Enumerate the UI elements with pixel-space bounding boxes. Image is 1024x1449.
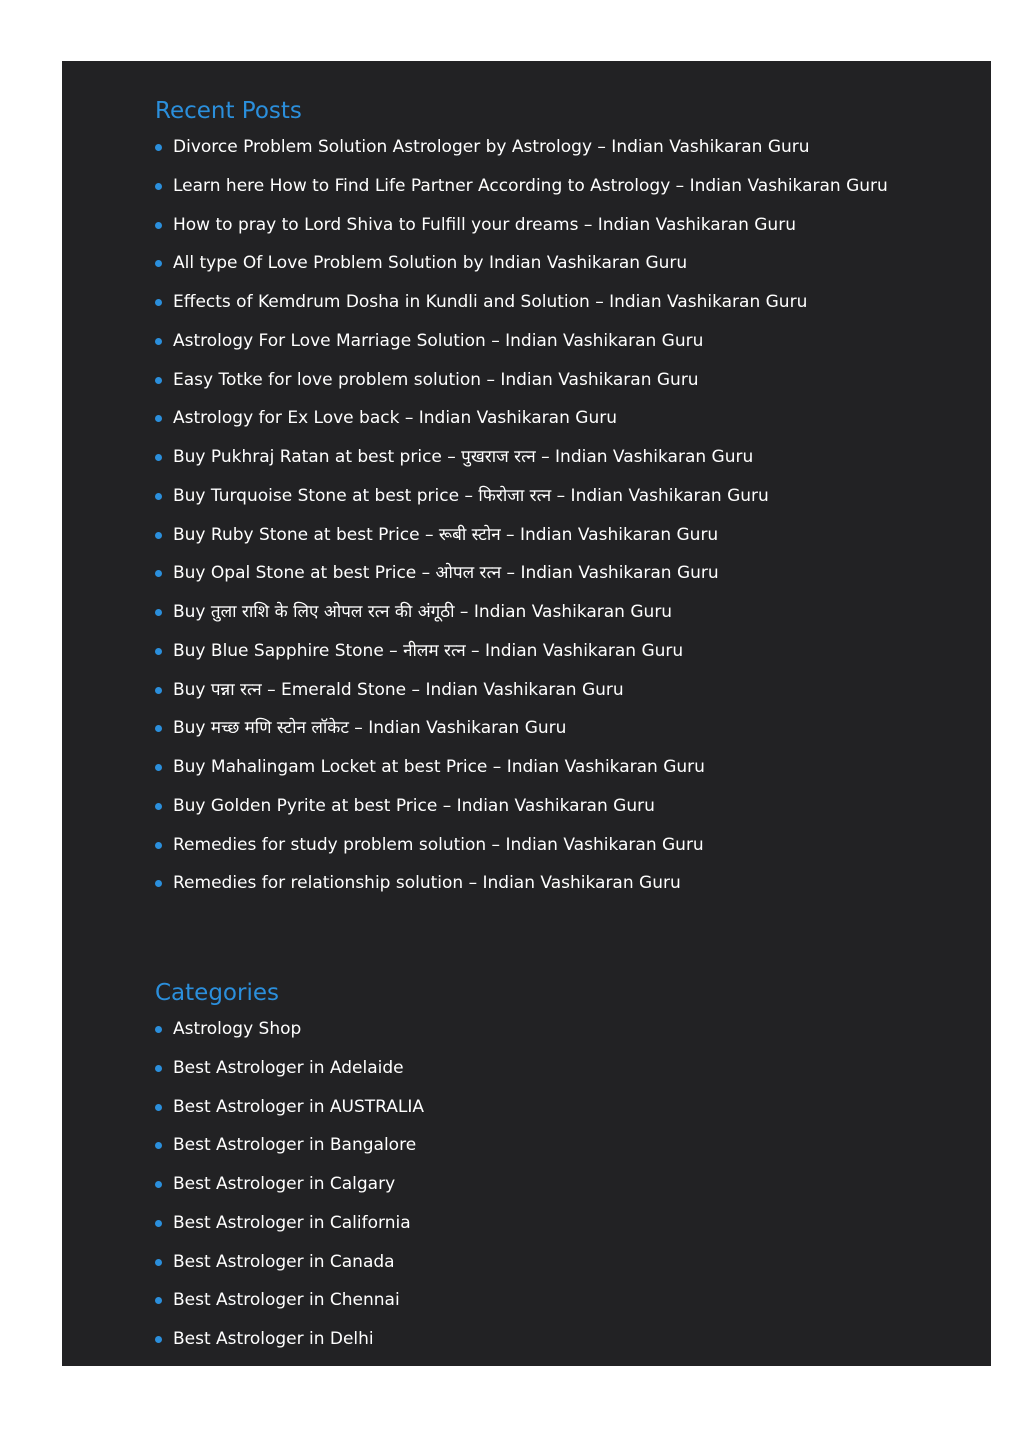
recent-posts-list: [155, 128, 991, 903]
recent-post-item-link[interactable]: All type Of Love Problem Solution by Indian Vashikaran Guru: [173, 253, 688, 274]
category-item-link[interactable]: Best Astrologer in Chennai: [173, 1290, 400, 1311]
bullet-icon: [155, 1065, 162, 1072]
categories-title: Categories: [155, 980, 279, 1006]
recent-post-item: [155, 516, 991, 555]
bullet-icon: [155, 415, 162, 422]
category-item-link[interactable]: Best Astrologer in Delhi: [173, 1329, 374, 1349]
recent-posts-widget: [155, 95, 991, 915]
recent-post-item-link[interactable]: Effects of Kemdrum Dosha in Kundli and Solution – Indian Vashikaran Guru: [173, 292, 808, 312]
bullet-icon: [155, 880, 162, 887]
bullet-icon: [155, 609, 162, 616]
recent-post-item-link[interactable]: Buy Turquoise Stone at best price – फिरोजा रत्न – Indian Vashikaran Guru: [173, 485, 769, 506]
bullet-icon: [155, 1104, 162, 1111]
category-item: [155, 1281, 991, 1320]
bullet-icon: [155, 687, 162, 694]
recent-post-item: [155, 438, 991, 477]
bullet-icon: [155, 338, 162, 345]
bullet-icon: [155, 1026, 162, 1033]
bullet-icon: [155, 222, 162, 229]
bullet-icon: [155, 1181, 162, 1188]
bullet-icon: [155, 183, 162, 190]
bullet-icon: [155, 493, 162, 500]
bullet-icon: [155, 377, 162, 384]
category-item-link[interactable]: Best Astrologer in Adelaide: [173, 1057, 404, 1078]
recent-post-item-link[interactable]: Buy Pukhraj Ratan at best price – पुखराज रत्न – Indian Vashikaran Guru: [173, 447, 754, 467]
recent-post-item-link[interactable]: Divorce Problem Solution Astrologer by Astrology – Indian Vashikaran Guru: [173, 137, 810, 157]
recent-post-item: [155, 554, 991, 593]
category-item: [155, 1126, 991, 1165]
recent-post-item: [155, 477, 991, 516]
recent-post-item-link[interactable]: Buy मच्छ मणि स्टोन लॉकेट – Indian Vashikaran Guru: [173, 718, 567, 739]
category-item-link[interactable]: Best Astrologer in Calgary: [173, 1174, 396, 1194]
recent-post-item-link[interactable]: Remedies for relationship solution – Indian Vashikaran Guru: [173, 873, 681, 894]
recent-post-item: [155, 167, 991, 206]
bullet-icon: [155, 532, 162, 539]
bullet-icon: [155, 725, 162, 732]
recent-post-item: [155, 206, 991, 245]
recent-post-item-link[interactable]: Buy Ruby Stone at best Price – रूबी स्टोन – Indian Vashikaran Guru: [173, 524, 719, 545]
recent-post-item: [155, 244, 991, 283]
categories-widget: [155, 977, 991, 1359]
recent-post-item: [155, 361, 991, 400]
category-item-link[interactable]: Astrology Shop: [173, 1019, 302, 1039]
recent-post-item: [155, 632, 991, 671]
bullet-icon: [155, 1259, 162, 1266]
recent-post-item-link[interactable]: Astrology For Love Marriage Solution – Indian Vashikaran Guru: [173, 330, 704, 351]
bullet-icon: [155, 1297, 162, 1304]
category-item-link[interactable]: Best Astrologer in Bangalore: [173, 1135, 417, 1156]
bullet-icon: [155, 1142, 162, 1149]
recent-post-item-link[interactable]: Buy पन्ना रत्न – Emerald Stone – Indian Vashikaran Guru: [173, 679, 624, 700]
recent-post-item-link[interactable]: Buy Opal Stone at best Price – ओपल रत्न – Indian Vashikaran Guru: [173, 563, 719, 584]
recent-post-item-link[interactable]: Buy Mahalingam Locket at best Price – Indian Vashikaran Guru: [173, 757, 705, 777]
category-item: [155, 1204, 991, 1243]
recent-post-item: [155, 593, 991, 632]
category-item: [155, 1165, 991, 1204]
category-item-link[interactable]: Best Astrologer in California: [173, 1212, 411, 1233]
sidebar-panel: [62, 61, 991, 1366]
recent-post-item: [155, 864, 991, 903]
recent-posts-title: Recent Posts: [155, 98, 302, 124]
bullet-icon: [155, 570, 162, 577]
recent-post-item: [155, 128, 991, 167]
recent-post-item: [155, 826, 991, 865]
recent-post-item: [155, 787, 991, 826]
recent-post-item-link[interactable]: Astrology for Ex Love back – Indian Vashikaran Guru: [173, 408, 617, 429]
bullet-icon: [155, 299, 162, 306]
bullet-icon: [155, 1220, 162, 1227]
bullet-icon: [155, 842, 162, 849]
bullet-icon: [155, 764, 162, 771]
category-item: [155, 1243, 991, 1282]
recent-post-item-link[interactable]: Learn here How to Find Life Partner According to Astrology – Indian Vashikaran Guru: [173, 175, 888, 196]
bullet-icon: [155, 1336, 162, 1343]
category-item-link[interactable]: Best Astrologer in AUSTRALIA: [173, 1096, 424, 1117]
bullet-icon: [155, 260, 162, 267]
category-item: [155, 1049, 991, 1088]
recent-post-item: [155, 748, 991, 787]
recent-post-item: [155, 283, 991, 322]
category-item: [155, 1088, 991, 1127]
category-item-link[interactable]: Best Astrologer in Canada: [173, 1251, 395, 1272]
bullet-icon: [155, 144, 162, 151]
recent-post-item: [155, 709, 991, 748]
recent-post-item-link[interactable]: Buy Blue Sapphire Stone – नीलम रत्न – Indian Vashikaran Guru: [173, 640, 684, 661]
category-item: [155, 1010, 991, 1049]
recent-post-item: [155, 399, 991, 438]
categories-list: [155, 1010, 991, 1359]
bullet-icon: [155, 803, 162, 810]
recent-post-item-link[interactable]: Buy Golden Pyrite at best Price – Indian Vashikaran Guru: [173, 795, 655, 816]
bullet-icon: [155, 454, 162, 461]
recent-post-item-link[interactable]: Remedies for study problem solution – Indian Vashikaran Guru: [173, 834, 704, 855]
recent-post-item: [155, 671, 991, 710]
recent-post-item-link[interactable]: How to pray to Lord Shiva to Fulfill your dreams – Indian Vashikaran Guru: [173, 214, 796, 235]
category-item: [155, 1320, 991, 1359]
bullet-icon: [155, 648, 162, 655]
recent-post-item-link[interactable]: Buy तुला राशि के लिए ओपल रत्न की अंगूठी – Indian Vashikaran Guru: [173, 602, 673, 622]
recent-post-item-link[interactable]: Easy Totke for love problem solution – Indian Vashikaran Guru: [173, 369, 699, 390]
recent-post-item: [155, 322, 991, 361]
